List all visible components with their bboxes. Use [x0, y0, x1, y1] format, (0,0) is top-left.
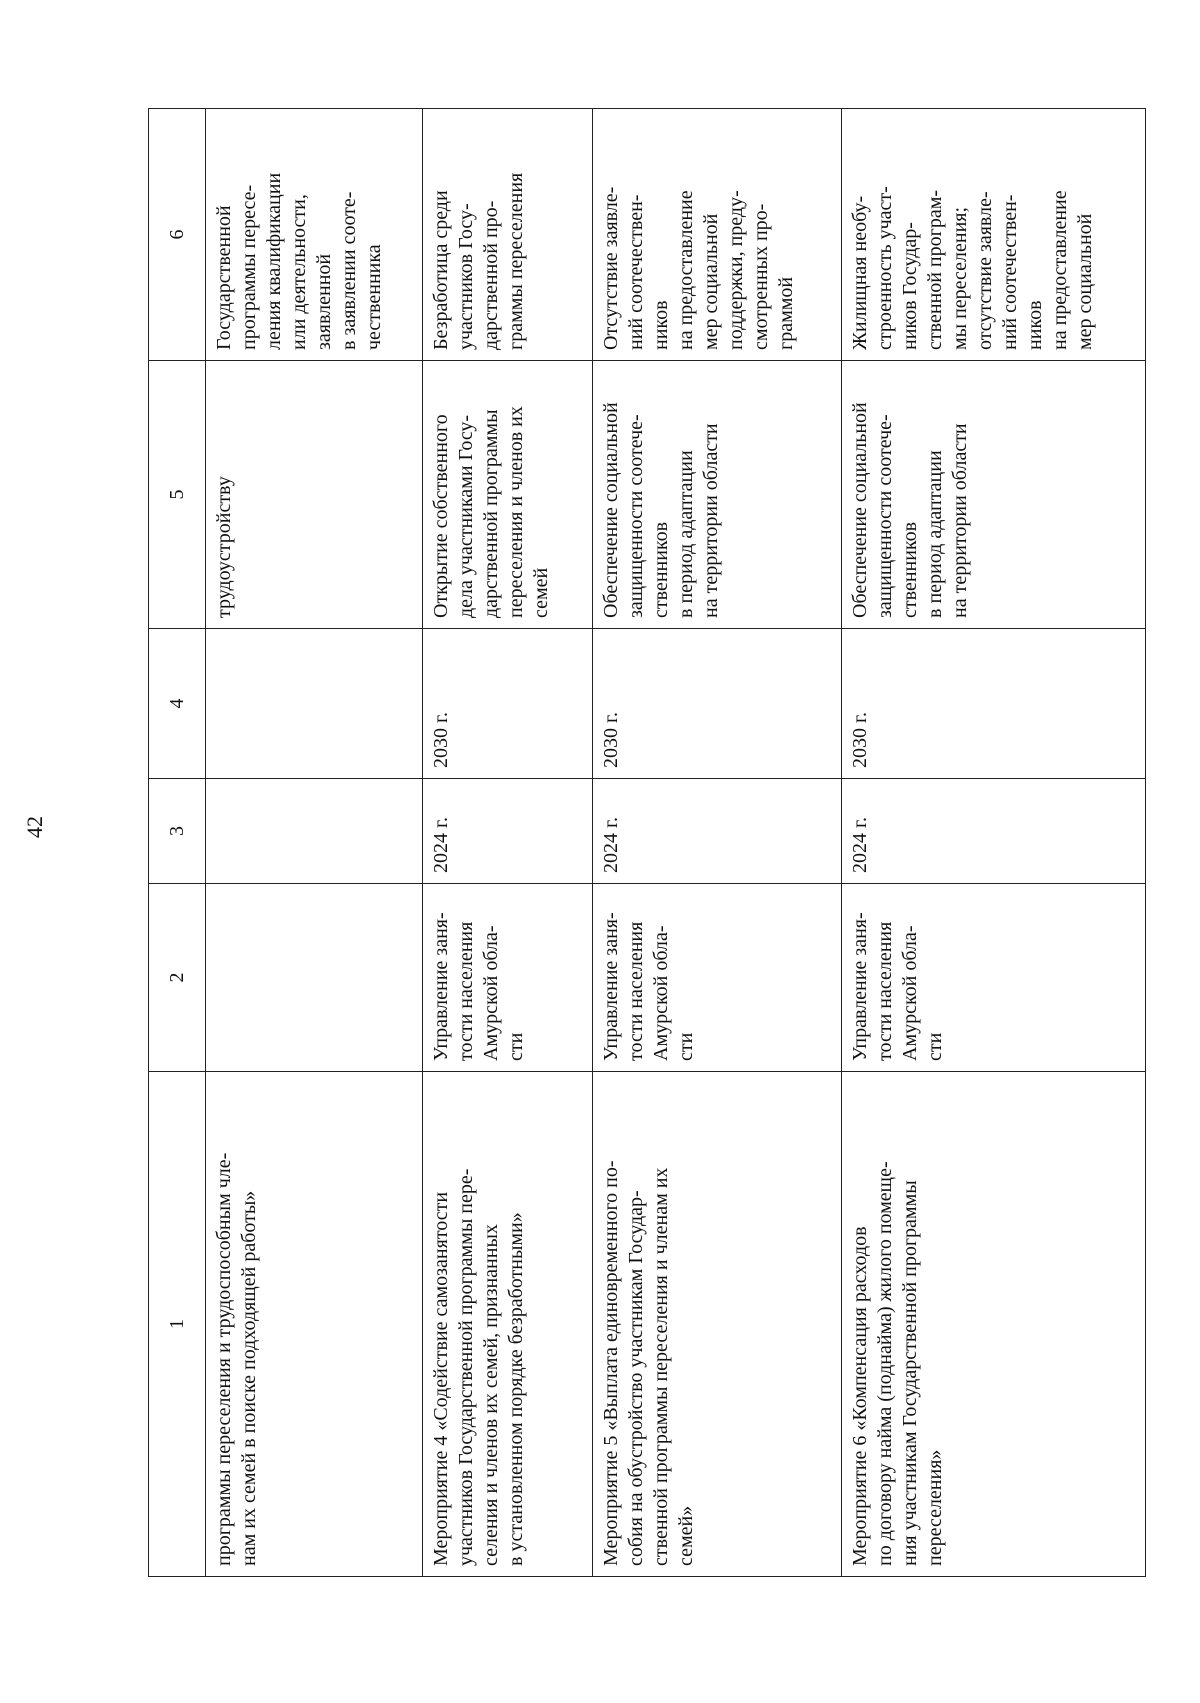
start-year-cell: 2024 г.: [422, 779, 592, 884]
executor-cell: Управление заня- тости населения Амурской обла- сти: [593, 884, 842, 1072]
risk-cell: Безработица среди участников Госу- дарственной про- граммы переселения: [422, 109, 592, 361]
start-year-cell: 2024 г.: [841, 779, 1145, 884]
table-row: [206, 109, 423, 1577]
end-year-cell: 2030 г.: [841, 629, 1145, 779]
executor-cell: Управление заня- тости населения Амурской обла- сти: [422, 884, 592, 1072]
measures-table: [148, 108, 1146, 1577]
table-row: [841, 109, 1145, 1577]
column-header: 5: [149, 361, 206, 629]
result-cell: Обеспечение социальной защищенности соотече- ственников в период адаптации на территории области: [593, 361, 842, 629]
end-year-cell: 2030 г.: [422, 629, 592, 779]
result-cell: трудоустройству: [206, 361, 423, 629]
risk-cell: Государственной программы пересе- ления квалификации или деятельности, заявленной в заявлении соотe- чественника: [206, 109, 423, 361]
column-header: 2: [149, 884, 206, 1072]
table-row: [422, 109, 592, 1577]
result-cell: Обеспечение социальной защищенности соотече- ственников в период адаптации на территории области: [841, 361, 1145, 629]
executor-cell: Управление заня- тости населения Амурской обла- сти: [841, 884, 1145, 1072]
column-header: 3: [149, 779, 206, 884]
start-year-cell: [206, 779, 423, 884]
measure-cell: программы переселения и трудоспособным чле- нам их семей в поиске подходящей работы»: [206, 1072, 423, 1577]
column-header: 1: [149, 1072, 206, 1577]
measure-cell: Мероприятие 6 «Компенсация расходов по договору найма (поднайма) жилого помеще- ния участникам Государственной программы переселения»: [841, 1072, 1145, 1577]
executor-cell: [206, 884, 423, 1072]
column-header: 6: [149, 109, 206, 361]
end-year-cell: 2030 г.: [593, 629, 842, 779]
measure-cell: Мероприятие 5 «Выплата единовременного по- собия на обустройство участникам Государ- ственной программы переселения и членам их семей»: [593, 1072, 842, 1577]
column-header: 4: [149, 629, 206, 779]
result-cell: Открытие собственного дела участниками Госу- дарственной программы переселения и членов их семей: [422, 361, 592, 629]
measure-cell: Мероприятие 4 «Содействие самозанятости участников Государственной программы пере- селения и членов их семей, признанных в установленном порядке безработными»: [422, 1072, 592, 1577]
table-row: [593, 109, 842, 1577]
end-year-cell: [206, 629, 423, 779]
start-year-cell: 2024 г.: [593, 779, 842, 884]
table-header-row: [149, 109, 206, 1577]
rotated-table-container: [148, 109, 1146, 1577]
risk-cell: Жилищная необу- строенность участ- ников Государ- ственной програм- мы переселения; отсутствие заявле- ний соотечествен- ников на предоставление мер социальной: [841, 109, 1145, 361]
risk-cell: Отсутствие заявле- ний соотечествен- ников на предоставление мер социальной поддержки, преду- смотренных про- граммой: [593, 109, 842, 361]
page-number: 42: [22, 816, 47, 838]
